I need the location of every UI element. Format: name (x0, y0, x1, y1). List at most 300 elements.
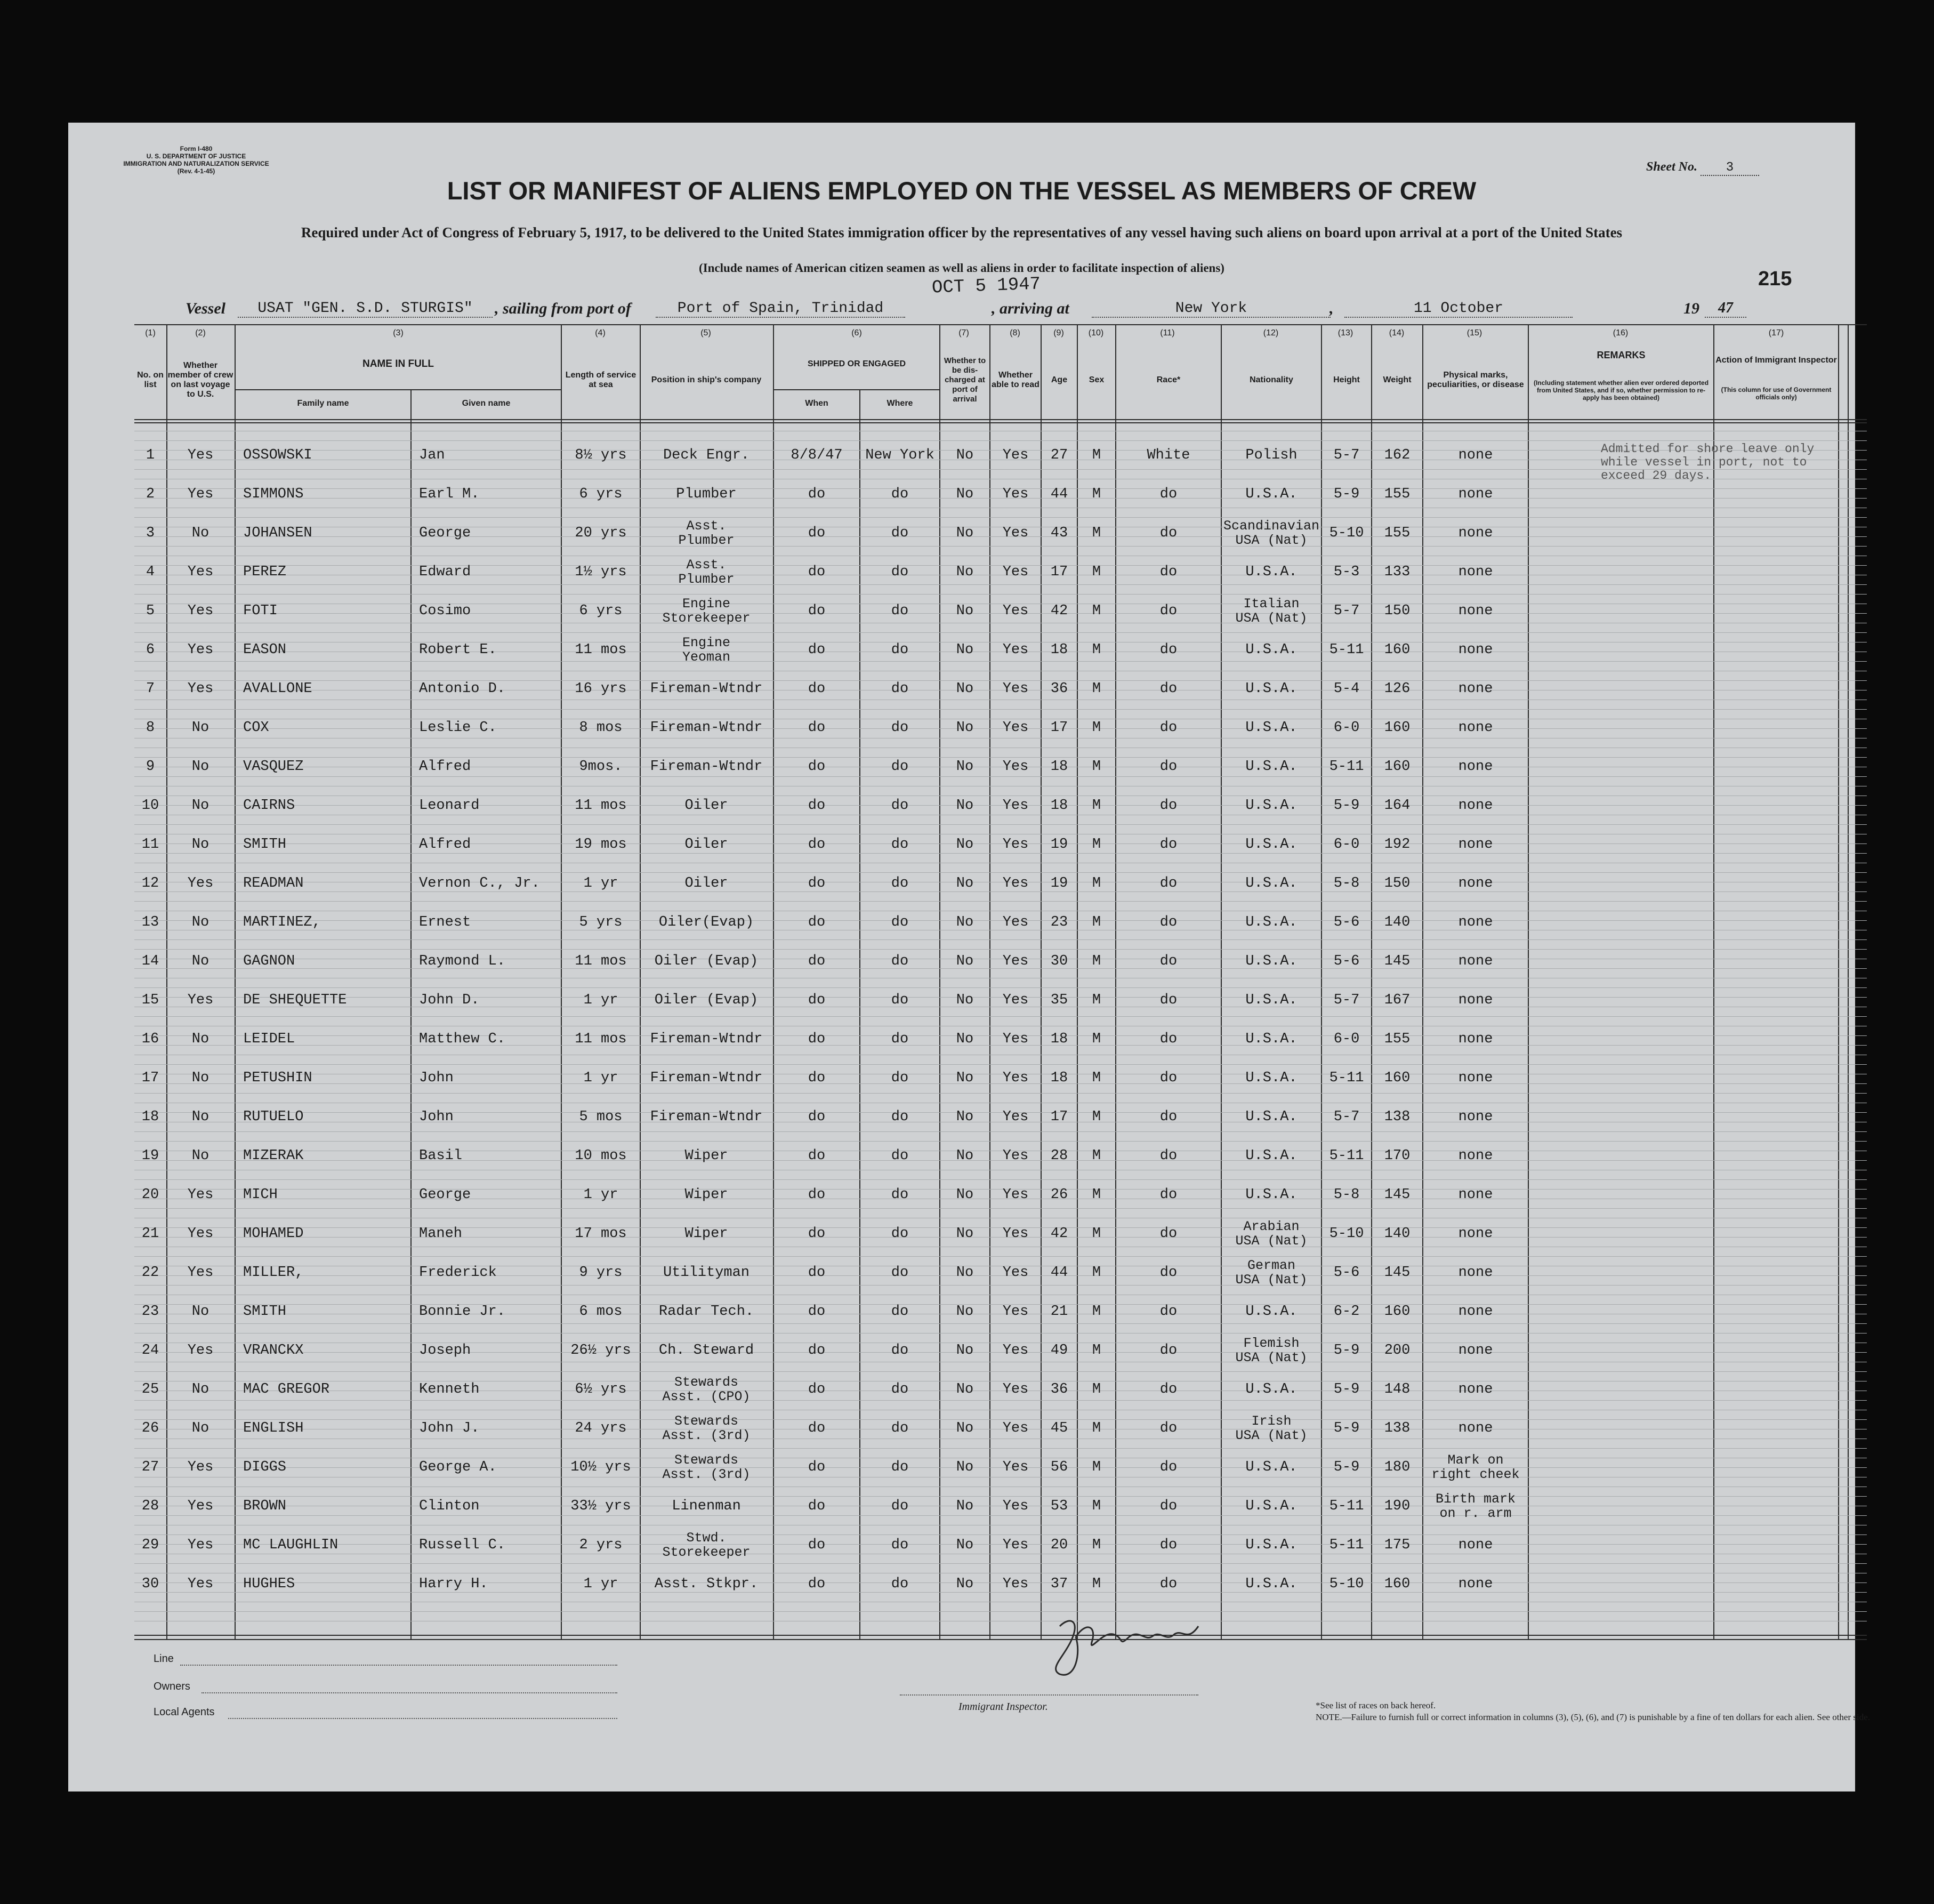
cell-position: Wiper (684, 1187, 728, 1203)
cell-family-name: BROWN (243, 1498, 287, 1514)
cell-physical-marks: none (1458, 642, 1493, 658)
column-number: (16) (1613, 328, 1629, 338)
cell-race: do (1159, 525, 1178, 541)
col-header-name: NAME IN FULL (362, 358, 434, 369)
cell-physical-marks: none (1458, 1031, 1493, 1047)
cell-discharged: No (956, 1031, 974, 1047)
cell-physical-marks: none (1458, 1537, 1493, 1553)
cell-discharged: No (956, 603, 974, 619)
cell-discharged: No (956, 1226, 974, 1242)
cell-able-to-read: Yes (1002, 1187, 1029, 1203)
cell-nationality: Irish USA (Nat) (1235, 1413, 1308, 1443)
cell-discharged: No (956, 1459, 974, 1475)
cell-height: 5-10 (1329, 1576, 1364, 1592)
cell-position: Asst. Plumber (678, 557, 735, 587)
cell-previous-voyage: No (191, 1031, 209, 1047)
cell-no: 8 (146, 720, 155, 736)
cell-family-name: MOHAMED (243, 1226, 304, 1242)
cell-when-shipped: do (808, 1187, 826, 1203)
cell-length-of-service: 6 yrs (579, 486, 623, 502)
cell-age: 28 (1050, 1148, 1068, 1164)
cell-physical-marks: none (1458, 1381, 1493, 1397)
cell-no: 22 (141, 1265, 159, 1281)
cell-race: do (1159, 953, 1178, 969)
cell-sex: M (1092, 759, 1101, 775)
cell-discharged: No (956, 486, 974, 502)
cell-sex: M (1092, 564, 1101, 580)
cell-position: Fireman-Wtndr (650, 759, 763, 775)
cell-when-shipped: do (808, 1343, 826, 1359)
cell-physical-marks: none (1458, 1187, 1493, 1203)
cell-able-to-read: Yes (1002, 953, 1029, 969)
cell-able-to-read: Yes (1002, 720, 1029, 736)
cell-where-shipped: do (891, 992, 909, 1008)
cell-family-name: VRANCKX (243, 1343, 304, 1359)
cell-age: 53 (1050, 1498, 1068, 1514)
cell-position: Oiler (Evap) (654, 953, 759, 969)
cell-where-shipped: do (891, 1420, 909, 1436)
col-header-age: Age (1051, 375, 1068, 384)
cell-where-shipped: do (891, 759, 909, 775)
cell-length-of-service: 11 mos (575, 953, 627, 969)
cell-no: 20 (141, 1187, 159, 1203)
cell-height: 5-7 (1333, 1109, 1360, 1125)
cell-weight: 160 (1384, 642, 1411, 658)
cell-no: 13 (141, 914, 159, 930)
cell-weight: 155 (1384, 1031, 1411, 1047)
cell-race: do (1159, 1381, 1178, 1397)
cell-able-to-read: Yes (1002, 1459, 1029, 1475)
cell-physical-marks: none (1458, 720, 1493, 736)
cell-given-name: George A. (419, 1459, 497, 1475)
cell-nationality: Scandinavian USA (Nat) (1223, 518, 1320, 548)
cell-discharged: No (956, 992, 974, 1008)
cell-race: do (1159, 681, 1178, 697)
col-header-remarks-note: (Including statement whether alien ever ordered deported from United States, and if so, whether permission to re-apply has been obtained) (1533, 379, 1709, 401)
cell-able-to-read: Yes (1002, 486, 1029, 502)
cell-sex: M (1092, 1070, 1101, 1086)
cell-family-name: COX (243, 720, 269, 736)
cell-previous-voyage: Yes (187, 1343, 214, 1359)
cell-sex: M (1092, 1420, 1101, 1436)
cell-family-name: AVALLONE (243, 681, 312, 697)
cell-family-name: MICH (243, 1187, 278, 1203)
cell-age: 18 (1050, 798, 1068, 814)
cell-length-of-service: 24 yrs (575, 1420, 627, 1436)
col-header-discharged: Whether to be dis-charged at port of arrival (944, 356, 986, 404)
cell-no: 17 (141, 1070, 159, 1086)
cell-family-name: OSSOWSKI (243, 447, 312, 463)
cell-previous-voyage: Yes (187, 1576, 214, 1592)
cell-given-name: Clinton (419, 1498, 480, 1514)
cell-family-name: MC LAUGHLIN (243, 1537, 339, 1553)
cell-physical-marks: Mark on right cheek (1431, 1452, 1520, 1482)
cell-previous-voyage: Yes (187, 1265, 214, 1281)
cell-weight: 180 (1384, 1459, 1411, 1475)
cell-position: Radar Tech. (658, 1304, 754, 1320)
cell-able-to-read: Yes (1002, 642, 1029, 658)
cell-previous-voyage: Yes (187, 1537, 214, 1553)
cell-nationality: U.S.A. (1245, 1109, 1298, 1125)
cell-sex: M (1092, 1343, 1101, 1359)
column-number: (7) (958, 328, 969, 338)
cell-length-of-service: 1 yr (583, 992, 618, 1008)
cell-physical-marks: none (1458, 1420, 1493, 1436)
cell-nationality: U.S.A. (1245, 1537, 1298, 1553)
col-header-read: Whether able to read (992, 371, 1039, 389)
cell-given-name: John (419, 1070, 454, 1086)
cell-sex: M (1092, 486, 1101, 502)
cell-length-of-service: 6 yrs (579, 603, 623, 619)
cell-height: 5-9 (1333, 1343, 1360, 1359)
cell-physical-marks: none (1458, 953, 1493, 969)
cell-no: 11 (141, 837, 159, 853)
cell-nationality: U.S.A. (1245, 1031, 1298, 1047)
cell-age: 49 (1050, 1343, 1068, 1359)
cell-length-of-service: 10 mos (575, 1148, 627, 1164)
column-divider (1838, 324, 1839, 1639)
col-header-race: Race* (1156, 375, 1181, 384)
cell-position: Plumber (676, 486, 737, 502)
cell-nationality: U.S.A. (1245, 564, 1298, 580)
cell-height: 5-10 (1329, 525, 1364, 541)
cell-given-name: Leslie C. (419, 720, 497, 736)
cell-sex: M (1092, 1459, 1101, 1475)
cell-sex: M (1092, 953, 1101, 969)
cell-weight: 160 (1384, 1576, 1411, 1592)
cell-height: 5-11 (1329, 1498, 1364, 1514)
race-note: *See list of races on back hereof. (1316, 1700, 1436, 1710)
cell-length-of-service: 8 mos (579, 720, 623, 736)
cell-sex: M (1092, 720, 1101, 736)
cell-nationality: U.S.A. (1245, 681, 1298, 697)
cell-sex: M (1092, 525, 1101, 541)
column-number: (6) (851, 328, 862, 338)
cell-discharged: No (956, 681, 974, 697)
cell-length-of-service: 16 yrs (575, 681, 627, 697)
cell-able-to-read: Yes (1002, 603, 1029, 619)
cell-age: 44 (1050, 1265, 1068, 1281)
cell-when-shipped: do (808, 759, 826, 775)
cell-family-name: SMITH (243, 837, 287, 853)
cell-race: do (1159, 1226, 1178, 1242)
cell-no: 6 (146, 642, 155, 658)
column-number: (2) (195, 328, 206, 338)
cell-when-shipped: do (808, 1537, 826, 1553)
cell-able-to-read: Yes (1002, 1381, 1029, 1397)
cell-able-to-read: Yes (1002, 1109, 1029, 1125)
column-number: (4) (595, 328, 606, 338)
vessel-line: Vessel USAT "GEN. S.D. STURGIS" , sailing from port of Port of Spain, Trinidad OCT 5 1947 , arriving at New York , 11 October 19 47 (186, 288, 1785, 320)
cell-position: Oiler (684, 875, 728, 891)
date-stamp: OCT 5 1947 (931, 274, 1041, 299)
cell-length-of-service: 1 yr (583, 1070, 618, 1086)
cell-race: do (1159, 1265, 1178, 1281)
cell-physical-marks: none (1458, 681, 1493, 697)
cell-weight: 150 (1384, 875, 1411, 891)
cell-where-shipped: do (891, 1537, 909, 1553)
cell-length-of-service: 2 yrs (579, 1537, 623, 1553)
cell-discharged: No (956, 1537, 974, 1553)
cell-position: Stewards Asst. (3rd) (662, 1452, 751, 1482)
cell-age: 42 (1050, 1226, 1068, 1242)
cell-given-name: John J. (419, 1420, 480, 1436)
cell-given-name: Russell C. (419, 1537, 506, 1553)
cell-height: 5-8 (1333, 1187, 1360, 1203)
cell-height: 6-0 (1333, 837, 1360, 853)
cell-length-of-service: 11 mos (575, 642, 627, 658)
ruled-line (134, 824, 1867, 825)
cell-previous-voyage: Yes (187, 1498, 214, 1514)
cell-race: do (1159, 759, 1178, 775)
cell-given-name: Edward (419, 564, 471, 580)
cell-height: 5-10 (1329, 1226, 1364, 1242)
cell-race: do (1159, 1498, 1178, 1514)
cell-no: 29 (141, 1537, 159, 1553)
cell-discharged: No (956, 642, 974, 658)
cell-when-shipped: do (808, 1031, 826, 1047)
cell-given-name: George (419, 525, 471, 541)
cell-able-to-read: Yes (1002, 759, 1029, 775)
cell-physical-marks: none (1458, 837, 1493, 853)
column-number: (10) (1088, 328, 1104, 338)
cell-given-name: John (419, 1109, 454, 1125)
cell-physical-marks: none (1458, 1304, 1493, 1320)
cell-height: 5-8 (1333, 875, 1360, 891)
cell-race: do (1159, 1459, 1178, 1475)
cell-position: Utilityman (663, 1265, 750, 1281)
cell-family-name: EASON (243, 642, 287, 658)
cell-no: 30 (141, 1576, 159, 1592)
cell-height: 6-2 (1333, 1304, 1360, 1320)
cell-previous-voyage: Yes (187, 603, 214, 619)
cell-physical-marks: none (1458, 486, 1493, 502)
cell-where-shipped: do (891, 564, 909, 580)
year-prefix: 19 (1683, 300, 1699, 317)
cell-race: do (1159, 1187, 1178, 1203)
cell-when-shipped: do (808, 1226, 826, 1242)
cell-when-shipped: do (808, 681, 826, 697)
cell-nationality: U.S.A. (1245, 875, 1298, 891)
cell-no: 12 (141, 875, 159, 891)
cell-sex: M (1092, 1381, 1101, 1397)
cell-able-to-read: Yes (1002, 1420, 1029, 1436)
col-header-inspector-action: Action of Immigrant Inspector (1715, 356, 1837, 365)
cell-nationality: U.S.A. (1245, 759, 1298, 775)
cell-given-name: John D. (419, 992, 480, 1008)
cell-when-shipped: do (808, 953, 826, 969)
cell-where-shipped: do (891, 1459, 909, 1475)
cell-discharged: No (956, 1109, 974, 1125)
cell-where-shipped: do (891, 1226, 909, 1242)
cell-position: Wiper (684, 1148, 728, 1164)
cell-race: do (1159, 564, 1178, 580)
cell-nationality: U.S.A. (1245, 1070, 1298, 1086)
cell-physical-marks: none (1458, 525, 1493, 541)
cell-discharged: No (956, 1498, 974, 1514)
footer-inspector-label: Immigrant Inspector. (958, 1701, 1048, 1713)
cell-previous-voyage: Yes (187, 447, 214, 463)
cell-given-name: Bonnie Jr. (419, 1304, 506, 1320)
cell-family-name: JOHANSEN (243, 525, 312, 541)
cell-age: 17 (1050, 1109, 1068, 1125)
cell-weight: 145 (1384, 953, 1411, 969)
cell-sex: M (1092, 1187, 1101, 1203)
cell-discharged: No (956, 1265, 974, 1281)
cell-weight: 160 (1384, 759, 1411, 775)
cell-family-name: SMITH (243, 1304, 287, 1320)
cell-where-shipped: do (891, 1148, 909, 1164)
cell-where-shipped: do (891, 1381, 909, 1397)
revision-date: (Rev. 4-1-45) (177, 167, 215, 175)
cell-nationality: Polish (1245, 447, 1298, 463)
cell-height: 5-9 (1333, 1381, 1360, 1397)
cell-race: do (1159, 992, 1178, 1008)
cell-no: 23 (141, 1304, 159, 1320)
cell-sex: M (1092, 1265, 1101, 1281)
cell-discharged: No (956, 1304, 974, 1320)
cell-when-shipped: do (808, 642, 826, 658)
ruled-line (134, 901, 1867, 902)
cell-physical-marks: none (1458, 875, 1493, 891)
cell-position: Fireman-Wtndr (650, 1070, 763, 1086)
cell-discharged: No (956, 525, 974, 541)
cell-when-shipped: do (808, 1498, 826, 1514)
cell-age: 20 (1050, 1537, 1068, 1553)
cell-discharged: No (956, 447, 974, 463)
include-note: (Include names of American citizen seamen as well as aliens in order to facilitate inspection of aliens) (699, 261, 1224, 275)
cell-no: 26 (141, 1420, 159, 1436)
column-divider (1713, 324, 1714, 1639)
sailing-label: , sailing from port of (495, 300, 631, 317)
cell-nationality: Flemish USA (Nat) (1235, 1336, 1308, 1365)
cell-when-shipped: 8/8/47 (791, 447, 843, 463)
cell-discharged: No (956, 953, 974, 969)
cell-where-shipped: do (891, 1187, 909, 1203)
cell-weight: 140 (1384, 1226, 1411, 1242)
col-header-family-name: Family name (297, 399, 349, 408)
cell-length-of-service: 1 yr (583, 1576, 618, 1592)
cell-previous-voyage: Yes (187, 681, 214, 697)
column-number: (1) (145, 328, 156, 338)
cell-given-name: Kenneth (419, 1381, 480, 1397)
cell-nationality: U.S.A. (1245, 486, 1298, 502)
cell-given-name: Cosimo (419, 603, 471, 619)
cell-family-name: LEIDEL (243, 1031, 295, 1047)
cell-length-of-service: 20 yrs (575, 525, 627, 541)
cell-age: 18 (1050, 759, 1068, 775)
cell-weight: 190 (1384, 1498, 1411, 1514)
ruled-line (134, 709, 1867, 710)
department-name: U. S. DEPARTMENT OF JUSTICE (146, 152, 246, 160)
cell-discharged: No (956, 720, 974, 736)
cell-no: 27 (141, 1459, 159, 1475)
cell-family-name: DE SHEQUETTE (243, 992, 347, 1008)
cell-physical-marks: none (1458, 992, 1493, 1008)
col-header-physical-marks: Physical marks, peculiarities, or disease (1427, 371, 1524, 389)
cell-length-of-service: 1½ yrs (575, 564, 627, 580)
cell-where-shipped: do (891, 486, 909, 502)
cell-position: Stewards Asst. (CPO) (662, 1375, 751, 1404)
column-number: (11) (1160, 328, 1175, 338)
cell-age: 56 (1050, 1459, 1068, 1475)
cell-able-to-read: Yes (1002, 875, 1029, 891)
cell-position: Asst. Plumber (678, 518, 735, 548)
ruled-line (134, 594, 1867, 595)
cell-sex: M (1092, 1576, 1101, 1592)
cell-able-to-read: Yes (1002, 914, 1029, 930)
cell-length-of-service: 1 yr (583, 875, 618, 891)
cell-sex: M (1092, 603, 1101, 619)
cell-where-shipped: do (891, 642, 909, 658)
cell-given-name: Joseph (419, 1343, 471, 1359)
cell-given-name: Robert E. (419, 642, 497, 658)
cell-no: 10 (141, 798, 159, 814)
column-number: (5) (700, 328, 711, 338)
cell-nationality: U.S.A. (1245, 1148, 1298, 1164)
cell-height: 5-11 (1329, 1148, 1364, 1164)
cell-weight: 140 (1384, 914, 1411, 930)
cell-able-to-read: Yes (1002, 447, 1029, 463)
vessel-label: Vessel (186, 300, 225, 317)
cell-age: 18 (1050, 642, 1068, 658)
cell-where-shipped: do (891, 837, 909, 853)
cell-age: 36 (1050, 1381, 1068, 1397)
column-number: (8) (1010, 328, 1020, 338)
col-header-sex: Sex (1089, 375, 1105, 384)
cell-discharged: No (956, 837, 974, 853)
cell-no: 15 (141, 992, 159, 1008)
cell-position: Asst. Stkpr. (654, 1576, 759, 1592)
cell-sex: M (1092, 798, 1101, 814)
cell-race: do (1159, 875, 1178, 891)
cell-when-shipped: do (808, 875, 826, 891)
cell-age: 17 (1050, 564, 1068, 580)
cell-sex: M (1092, 1226, 1101, 1242)
cell-family-name: MILLER, (243, 1265, 304, 1281)
cell-family-name: RUTUELO (243, 1109, 304, 1125)
cell-physical-marks: none (1458, 564, 1493, 580)
cell-race: do (1159, 1031, 1178, 1047)
cell-physical-marks: none (1458, 1343, 1493, 1359)
cell-age: 27 (1050, 447, 1068, 463)
cell-family-name: HUGHES (243, 1576, 295, 1592)
cell-where-shipped: do (891, 1031, 909, 1047)
cell-weight: 160 (1384, 720, 1411, 736)
document-subtitle: Required under Act of Congress of February 5, 1917, to be delivered to the United States immigration officer by the representatives of any vessel having such aliens on board upon arrival at a port of the United States (301, 224, 1623, 240)
cell-nationality: U.S.A. (1245, 1381, 1298, 1397)
vessel-name: USAT "GEN. S.D. STURGIS" (238, 300, 493, 318)
cell-no: 16 (141, 1031, 159, 1047)
cell-length-of-service: 6 mos (579, 1304, 623, 1320)
arriving-label: , arriving at (992, 300, 1069, 317)
cell-discharged: No (956, 759, 974, 775)
cell-given-name: Basil (419, 1148, 463, 1164)
cell-length-of-service: 8½ yrs (575, 447, 627, 463)
cell-height: 5-9 (1333, 486, 1360, 502)
cell-no: 3 (146, 525, 155, 541)
cell-where-shipped: do (891, 1070, 909, 1086)
cell-no: 18 (141, 1109, 159, 1125)
ruled-line (134, 1611, 1867, 1612)
cell-previous-voyage: No (191, 759, 209, 775)
cell-position: Oiler (Evap) (654, 992, 759, 1008)
cell-length-of-service: 26½ yrs (570, 1343, 631, 1359)
cell-nationality: U.S.A. (1245, 953, 1298, 969)
cell-no: 25 (141, 1381, 159, 1397)
cell-able-to-read: Yes (1002, 1537, 1029, 1553)
cell-age: 37 (1050, 1576, 1068, 1592)
